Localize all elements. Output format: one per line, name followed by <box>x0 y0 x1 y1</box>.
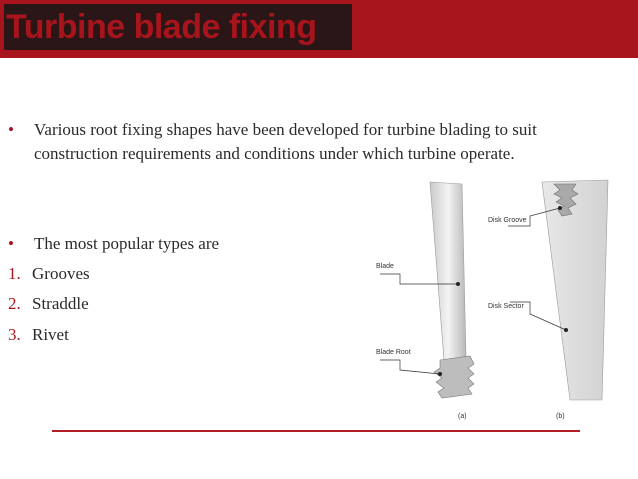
item-number: 1. <box>8 264 21 283</box>
bullet-marker: • <box>8 234 14 253</box>
bullet-item-1 <box>8 118 620 166</box>
caption-b: (b) <box>556 413 565 420</box>
footer-rule <box>52 430 580 432</box>
item-number: 3. <box>8 325 21 344</box>
numbered-item-2 <box>8 292 208 316</box>
numbered-item-1 <box>8 262 208 286</box>
label-blade: Blade <box>376 263 394 270</box>
item-text: Straddle <box>32 294 89 313</box>
bullet-text: Various root fixing shapes have been developed for turbine blading to suit construction requirements and conditions under which turbine operate. <box>34 120 537 163</box>
caption-a: (a) <box>458 413 467 420</box>
item-number: 2. <box>8 294 21 313</box>
bullet-text: The most popular types are <box>34 234 220 253</box>
disk-b <box>542 180 608 400</box>
label-blade-root: Blade Root <box>376 349 411 356</box>
turbine-blade-diagram <box>370 178 610 426</box>
label-disk-groove: Disk Groove <box>488 217 527 224</box>
slide-title: Turbine blade fixing <box>6 8 317 46</box>
numbered-item-3 <box>8 323 208 347</box>
bullet-item-2 <box>8 232 308 256</box>
title-block <box>4 4 352 50</box>
blade-a <box>430 182 474 398</box>
label-disk-sector: Disk Sector <box>488 303 524 310</box>
title-bar <box>0 0 638 58</box>
bullet-marker: • <box>8 120 14 139</box>
item-text: Rivet <box>32 325 69 344</box>
item-text: Grooves <box>32 264 90 283</box>
